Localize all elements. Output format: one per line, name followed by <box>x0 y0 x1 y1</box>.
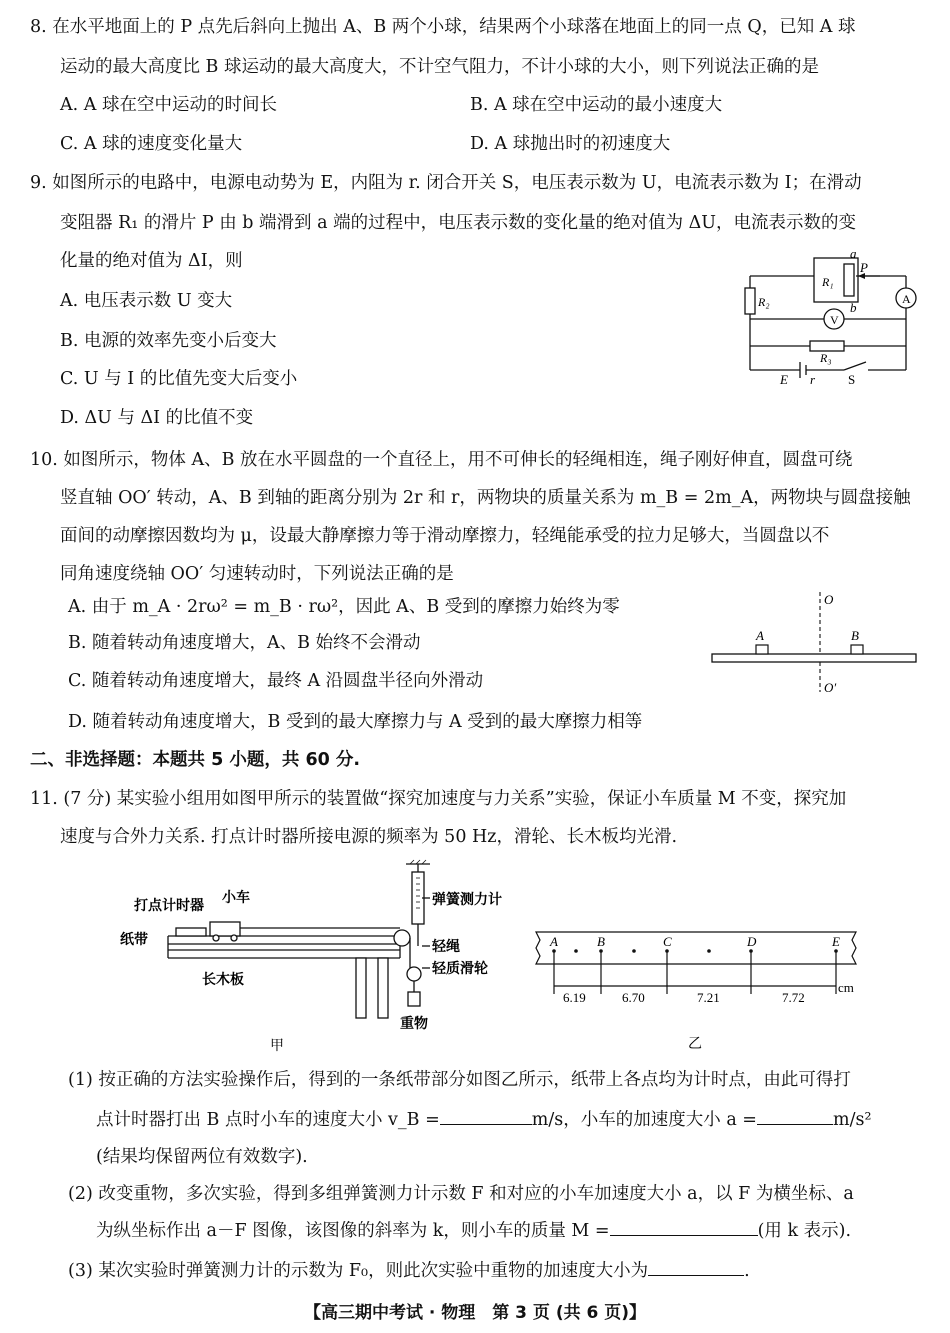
tape-distance-bc: 6.70 <box>622 990 645 1005</box>
label-a: A <box>756 628 764 643</box>
label-s: S <box>848 372 856 387</box>
q11-tape-figure <box>530 922 860 1050</box>
q10-option-a: A. 由于 m_A · 2rω² = m_B · rω²，因此 A、B 受到的摩擦力始终为零 <box>68 597 620 617</box>
tape-dot <box>707 949 711 953</box>
q11-part1-a-text: m/s，小车的加速度大小 a = <box>531 1110 757 1130</box>
label-b: b <box>850 300 857 315</box>
label-o: O <box>824 592 834 607</box>
q11-stem-line2: 速度与合外力关系. 打点计时器所接电源的频率为 50 Hz，滑轮、长木板均光滑. <box>60 827 678 847</box>
tape-point-label-e: E <box>832 934 840 949</box>
label-weight: 重物 <box>400 1016 428 1032</box>
label-e: E <box>780 372 788 387</box>
label-rope: 轻绳 <box>432 939 460 955</box>
answer-blank-vb[interactable] <box>440 1108 532 1125</box>
q8-stem-line1: 8. 在水平地面上的 P 点先后斜向上抛出 A、B 两个小球，结果两个小球落在地面上的同一点 Q，已知 A 球 <box>30 17 856 37</box>
label-spring-scale: 弹簧测力计 <box>432 892 502 908</box>
tape-dot <box>599 949 603 953</box>
section-two-heading: 二、非选择题：本题共 5 小题，共 60 分. <box>30 750 361 770</box>
answer-blank-weight-accel[interactable] <box>648 1259 744 1276</box>
q10-option-d: D. 随着转动角速度增大，B 受到的最大摩擦力与 A 受到的最大摩擦力相等 <box>68 712 643 732</box>
label-r3: R₃ <box>820 351 832 365</box>
q11-part1-line1: (1) 按正确的方法实验操作后，得到的一条纸带部分如图乙所示，纸带上各点均为计时点，由此可得打 <box>68 1070 851 1090</box>
q10-option-b: B. 随着转动角速度增大，A、B 始终不会滑动 <box>68 633 421 653</box>
q8-stem-line2: 运动的最大高度比 B 球运动的最大高度大，不计空气阻力，不计小球的大小，则下列说法正确的是 <box>60 57 819 77</box>
label-tape: 纸带 <box>120 932 148 948</box>
label-p: P <box>860 260 868 275</box>
q10-stem-line3: 面间的动摩擦因数均为 μ，设最大静摩擦力等于滑动摩擦力，轻绳能承受的拉力足够大，当圆盘以不 <box>60 526 830 546</box>
label-board: 长木板 <box>202 972 244 988</box>
q9-stem-line1: 9. 如图所示的电路中，电源电动势为 E，内阻为 r. 闭合开关 S，电压表示数为 U，电流表示数为 I；在滑动 <box>30 173 862 193</box>
label-pulley: 轻质滑轮 <box>432 961 488 977</box>
q10-stem-line1: 10. 如图所示，物体 A、B 放在水平圆盘的一个直径上，用不可伸长的轻绳相连，绳子刚好伸直，圆盘可绕 <box>30 450 853 470</box>
q11-part3-end: . <box>744 1261 750 1281</box>
label-a: a <box>850 246 857 261</box>
q8-option-a: A. A 球在空中运动的时间长 <box>60 95 277 115</box>
tape-dot <box>574 949 578 953</box>
tape-dot <box>665 949 669 953</box>
q10-option-c: C. 随着转动角速度增大，最终 A 沿圆盘半径向外滑动 <box>68 671 484 691</box>
q9-stem-line3: 化量的绝对值为 ΔI，则 <box>60 251 243 271</box>
tape-distance-ab: 6.19 <box>563 990 586 1005</box>
q10-stem-line2: 竖直轴 OO′ 转动，A、B 到轴的距离分别为 2r 和 r，两物块的质量关系为 m_B = 2m_A，两物块与圆盘接触 <box>60 488 911 508</box>
tape-point-label-a: A <box>550 934 558 949</box>
q8-option-c: C. A 球的速度变化量大 <box>60 134 243 154</box>
tape-point-label-d: D <box>747 934 757 949</box>
block-b <box>851 645 863 654</box>
q10-disk-diagram <box>710 588 920 696</box>
tape-point-label-c: C <box>663 934 672 949</box>
q11-part3-text: (3) 某次实验时弹簧测力计的示数为 F₀，则此次实验中重物的加速度大小为 <box>68 1261 649 1281</box>
q8-option-d: D. A 球抛出时的初速度大 <box>470 134 671 154</box>
q11-part1-unit: m/s² <box>832 1110 872 1130</box>
q9-option-d: D. ΔU 与 ΔI 的比值不变 <box>60 408 254 428</box>
q11-part1-line2 <box>96 1108 871 1131</box>
q11-part2-text: 为纵坐标作出 a－F 图像，该图像的斜率为 k，则小车的质量 M = <box>96 1221 610 1241</box>
answer-blank-a[interactable] <box>757 1108 833 1125</box>
q11-part1-vb-text: 点计时器打出 B 点时小车的速度大小 v_B = <box>96 1110 440 1130</box>
label-cart: 小车 <box>222 890 250 906</box>
answer-blank-mass[interactable] <box>610 1219 758 1236</box>
q9-circuit-diagram <box>740 246 920 386</box>
label-r: r <box>810 372 816 387</box>
q9-option-a: A. 电压表示数 U 变大 <box>60 291 233 311</box>
q9-stem-line2: 变阻器 R₁ 的滑片 P 由 b 端滑到 a 端的过程中，电压表示数的变化量的绝对值为 ΔU，电流表示数的变 <box>60 213 857 233</box>
label-r1: R₁ <box>822 275 834 289</box>
label-ammeter: A <box>902 292 911 306</box>
q8-option-b: B. A 球在空中运动的最小速度大 <box>470 95 723 115</box>
tape-distance-de: 7.72 <box>782 990 805 1005</box>
tape-unit: cm <box>838 980 854 995</box>
page-footer: 【高三期中考试 · 物理 第 3 页 (共 6 页)】 <box>303 1303 647 1323</box>
q11-part2-note: (用 k 表示). <box>757 1221 852 1241</box>
q11-part2-line2 <box>96 1219 851 1242</box>
label-voltmeter: V <box>830 313 839 327</box>
block-a <box>756 645 768 654</box>
q11-part1-line3: (结果均保留两位有效数字). <box>96 1147 308 1167</box>
figure-a-caption: 甲 <box>270 1039 284 1054</box>
q11-stem-line1: 11. (7 分) 某实验小组用如图甲所示的装置做“探究加速度与力关系”实验，保证小车质量 M 不变，探究加 <box>30 789 847 809</box>
q11-apparatus-figure <box>110 858 510 1053</box>
q9-option-c: C. U 与 I 的比值先变大后变小 <box>60 369 298 389</box>
label-timer: 打点计时器 <box>134 898 204 914</box>
q11-part3-line1 <box>68 1259 750 1282</box>
q11-part2-line1: (2) 改变重物，多次实验，得到多组弹簧测力计示数 F 和对应的小车加速度大小 a，以 F 为横坐标、a <box>68 1184 854 1204</box>
label-o-prime: O′ <box>824 680 837 695</box>
figure-b-caption: 乙 <box>688 1037 702 1052</box>
tape-dot <box>632 949 636 953</box>
tape-dot <box>834 949 838 953</box>
q10-stem-line4: 同角速度绕轴 OO′ 匀速转动时，下列说法正确的是 <box>60 564 454 584</box>
tape-distance-cd: 7.21 <box>697 990 720 1005</box>
label-r2: R₂ <box>758 295 770 309</box>
label-b: B <box>851 628 859 643</box>
tape-point-label-b: B <box>597 934 605 949</box>
q9-option-b: B. 电源的效率先变小后变大 <box>60 331 277 351</box>
tape-dot <box>552 949 556 953</box>
tape-dot <box>749 949 753 953</box>
